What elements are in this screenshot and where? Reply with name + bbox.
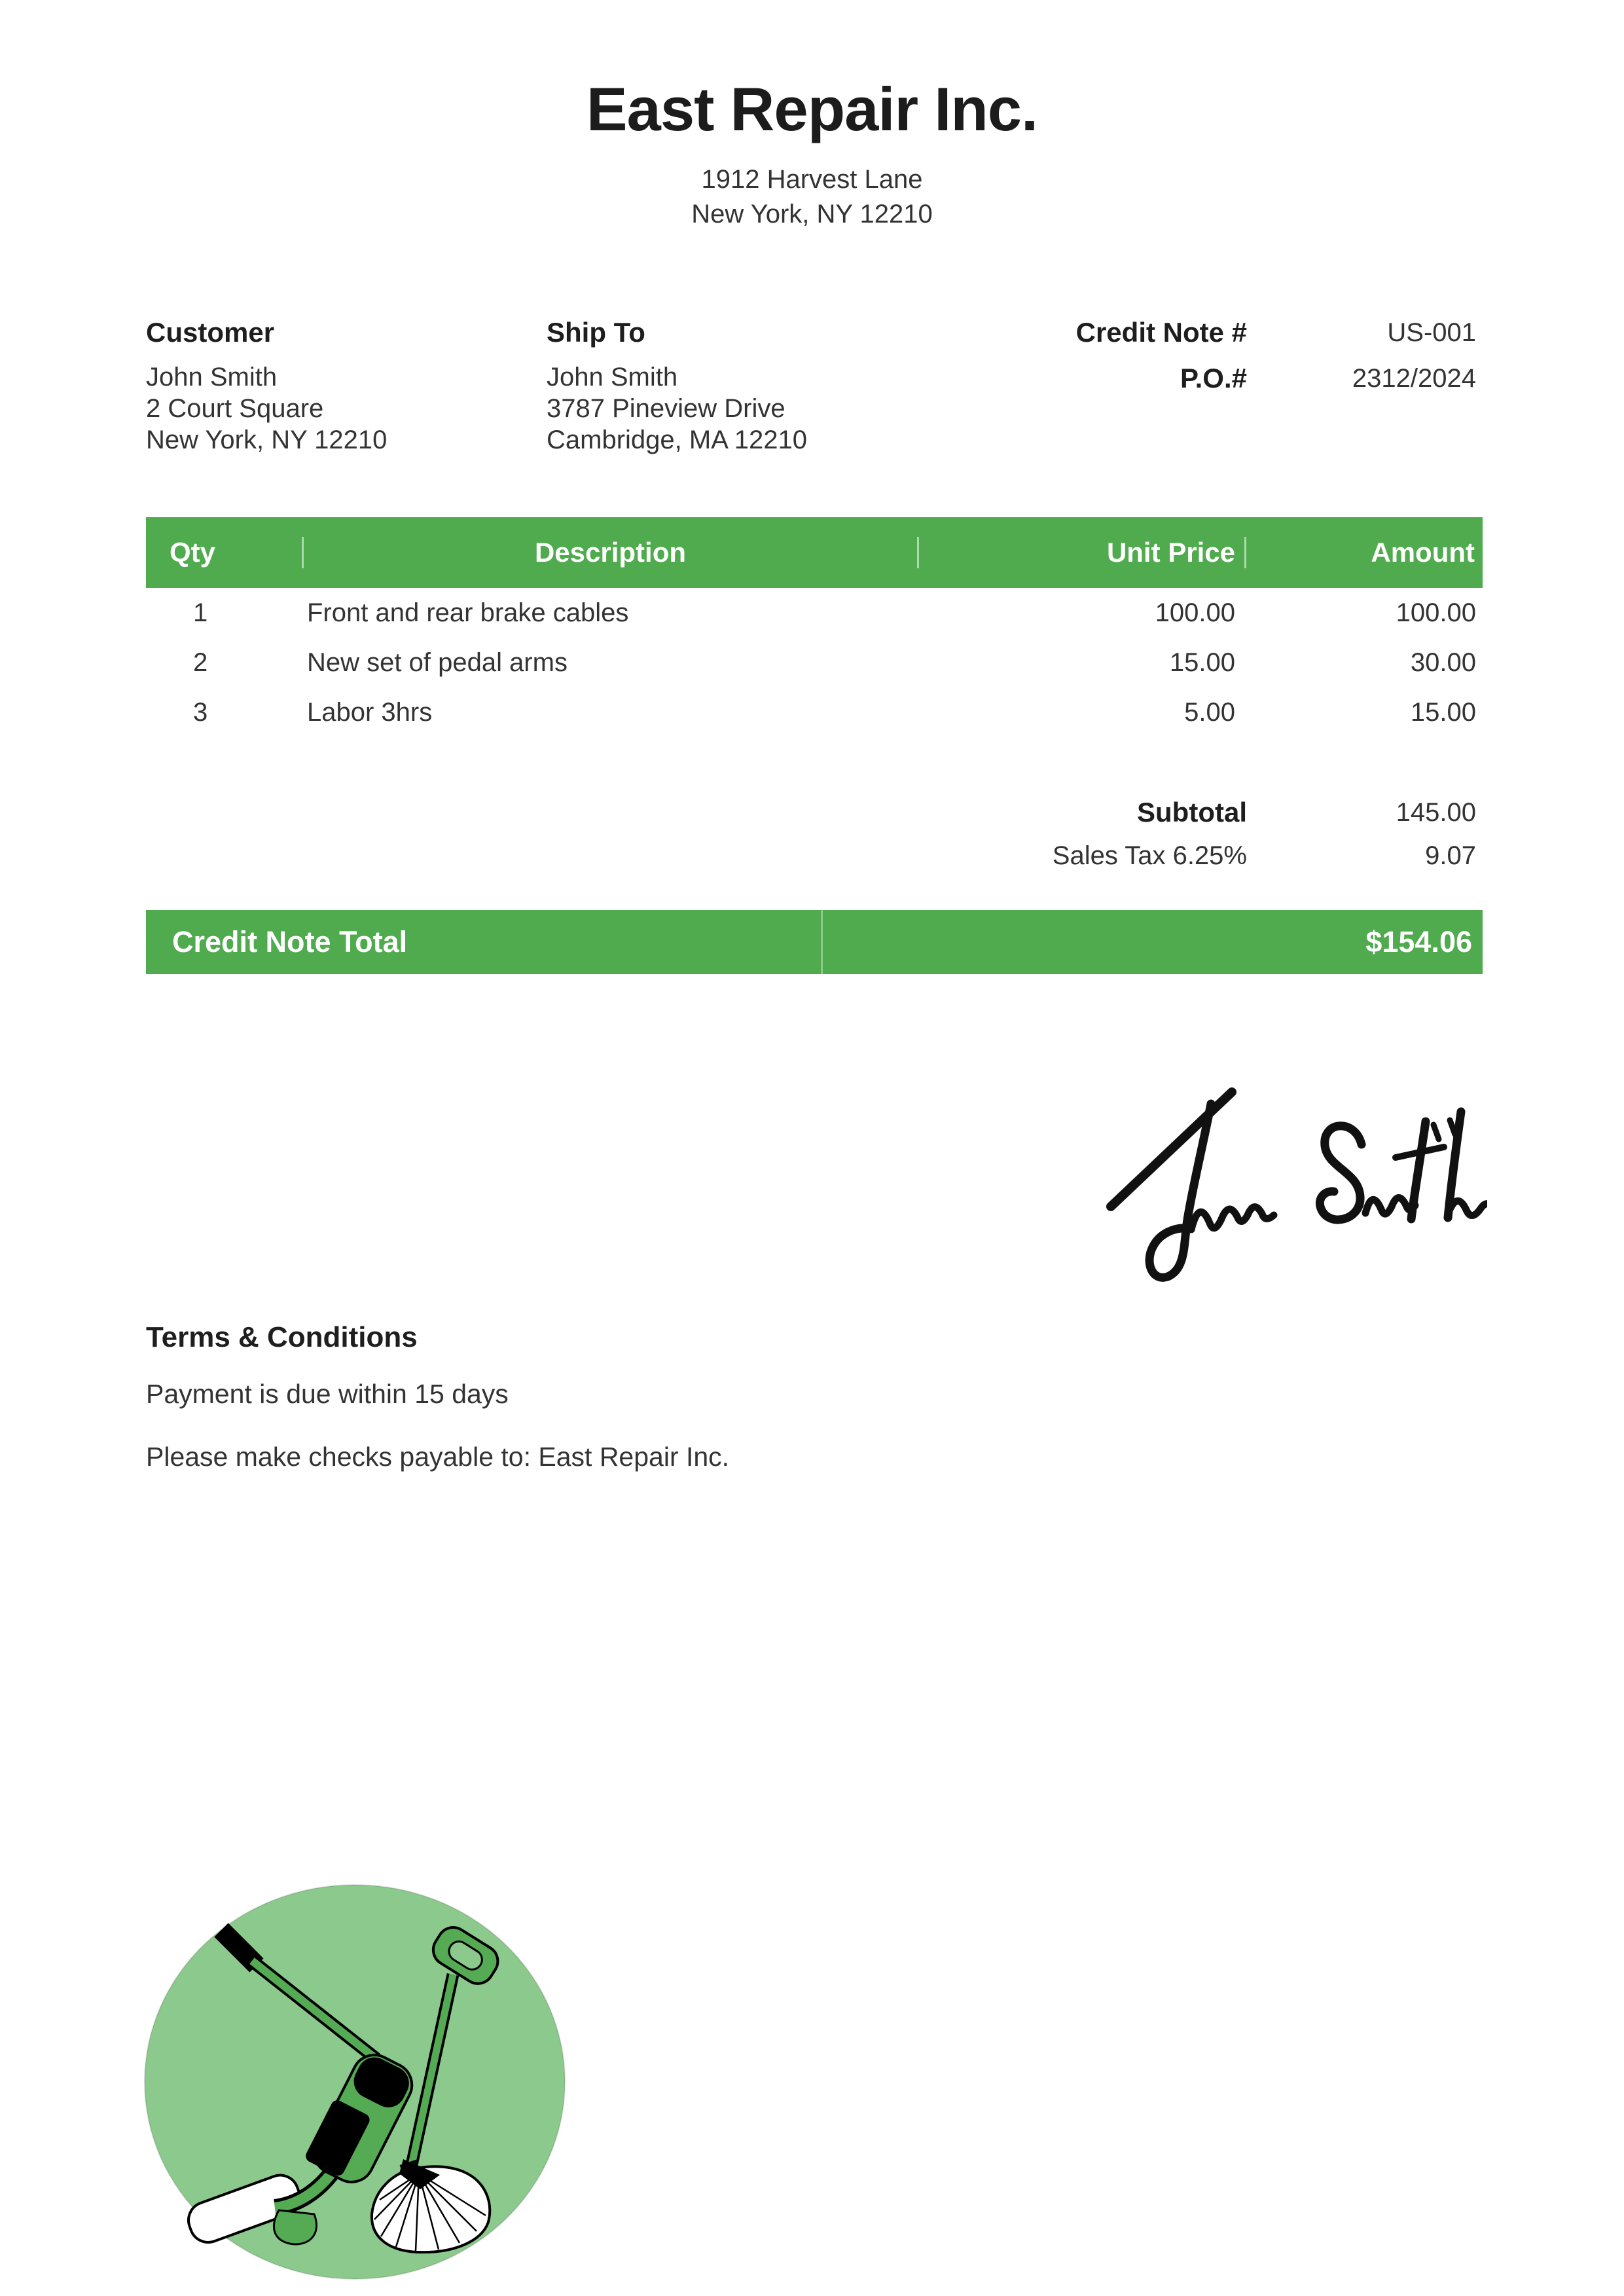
- terms-section: [146, 1320, 1483, 1473]
- company-address: [0, 162, 1624, 232]
- ship-to-address-line: John Smith: [547, 363, 678, 392]
- table-header-row: [146, 517, 1483, 588]
- cell-description: Labor 3hrs: [307, 697, 433, 727]
- company-name: East Repair Inc.: [586, 75, 1038, 143]
- ship-to-address-line: Cambridge, MA 12210: [547, 426, 808, 454]
- parties-section: [146, 316, 1483, 456]
- po-number-value: 2312/2024: [1352, 364, 1476, 393]
- cell-description: Front and rear brake cables: [307, 598, 629, 627]
- cell-description: New set of pedal arms: [307, 647, 568, 677]
- logo-svg: [118, 1846, 576, 2291]
- sales-tax-label: Sales Tax 6.25%: [1052, 841, 1247, 870]
- signature-image: [1094, 1072, 1487, 1295]
- ship-to-heading: Ship To: [547, 317, 645, 348]
- cell-amount: 15.00: [1410, 697, 1476, 727]
- terms-heading: Terms & Conditions: [146, 1321, 418, 1353]
- column-header-description: Description: [302, 537, 917, 568]
- customer-address-line: New York, NY 12210: [146, 426, 388, 454]
- signature-svg: [1094, 1072, 1487, 1295]
- line-items-table: [146, 517, 1483, 737]
- credit-note-total-label: Credit Note Total: [172, 925, 408, 958]
- cell-qty: 1: [193, 598, 208, 627]
- credit-note-number-label: Credit Note #: [1075, 317, 1247, 348]
- subtotal-row: [146, 791, 1483, 834]
- column-header-amount: Amount: [1244, 537, 1483, 568]
- cell-unit-price: 5.00: [1184, 697, 1235, 727]
- cell-amount: 100.00: [1396, 598, 1476, 627]
- company-logo: [118, 1846, 576, 2291]
- document-header: [0, 0, 1624, 232]
- subtotal-value: 145.00: [1396, 797, 1476, 827]
- ship-to-address-line: 3787 Pineview Drive: [547, 394, 785, 423]
- customer-block: [146, 316, 547, 456]
- table-row: [146, 638, 1483, 687]
- ship-to-block: [547, 316, 965, 456]
- table-row: [146, 588, 1483, 638]
- cell-unit-price: 15.00: [1169, 647, 1235, 677]
- sales-tax-row: [146, 834, 1483, 877]
- customer-address-line: 2 Court Square: [146, 394, 324, 423]
- document-meta-block: [965, 316, 1483, 456]
- terms-line: Please make checks payable to: East Repair Inc.: [146, 1442, 730, 1472]
- subtotal-label: Subtotal: [1137, 797, 1247, 828]
- cell-unit-price: 100.00: [1155, 598, 1235, 627]
- totals-section: [146, 791, 1483, 877]
- customer-address-line: John Smith: [146, 363, 278, 392]
- column-header-qty: Qty: [170, 537, 216, 568]
- table-row: [146, 687, 1483, 737]
- customer-heading: Customer: [146, 317, 275, 348]
- credit-note-total-value: $154.06: [1365, 925, 1472, 958]
- column-header-unit-price: Unit Price: [917, 537, 1244, 568]
- cell-qty: 3: [193, 697, 208, 727]
- cell-amount: 30.00: [1410, 647, 1476, 677]
- sales-tax-value: 9.07: [1425, 841, 1476, 870]
- credit-note-total-bar: [146, 910, 1483, 974]
- cell-qty: 2: [193, 647, 208, 677]
- terms-line: Payment is due within 15 days: [146, 1379, 509, 1409]
- credit-note-number-value: US-001: [1387, 318, 1476, 347]
- po-number-label: P.O.#: [1180, 363, 1247, 393]
- company-address-line1: 1912 Harvest Lane: [701, 165, 923, 194]
- company-address-line2: New York, NY 12210: [691, 200, 933, 228]
